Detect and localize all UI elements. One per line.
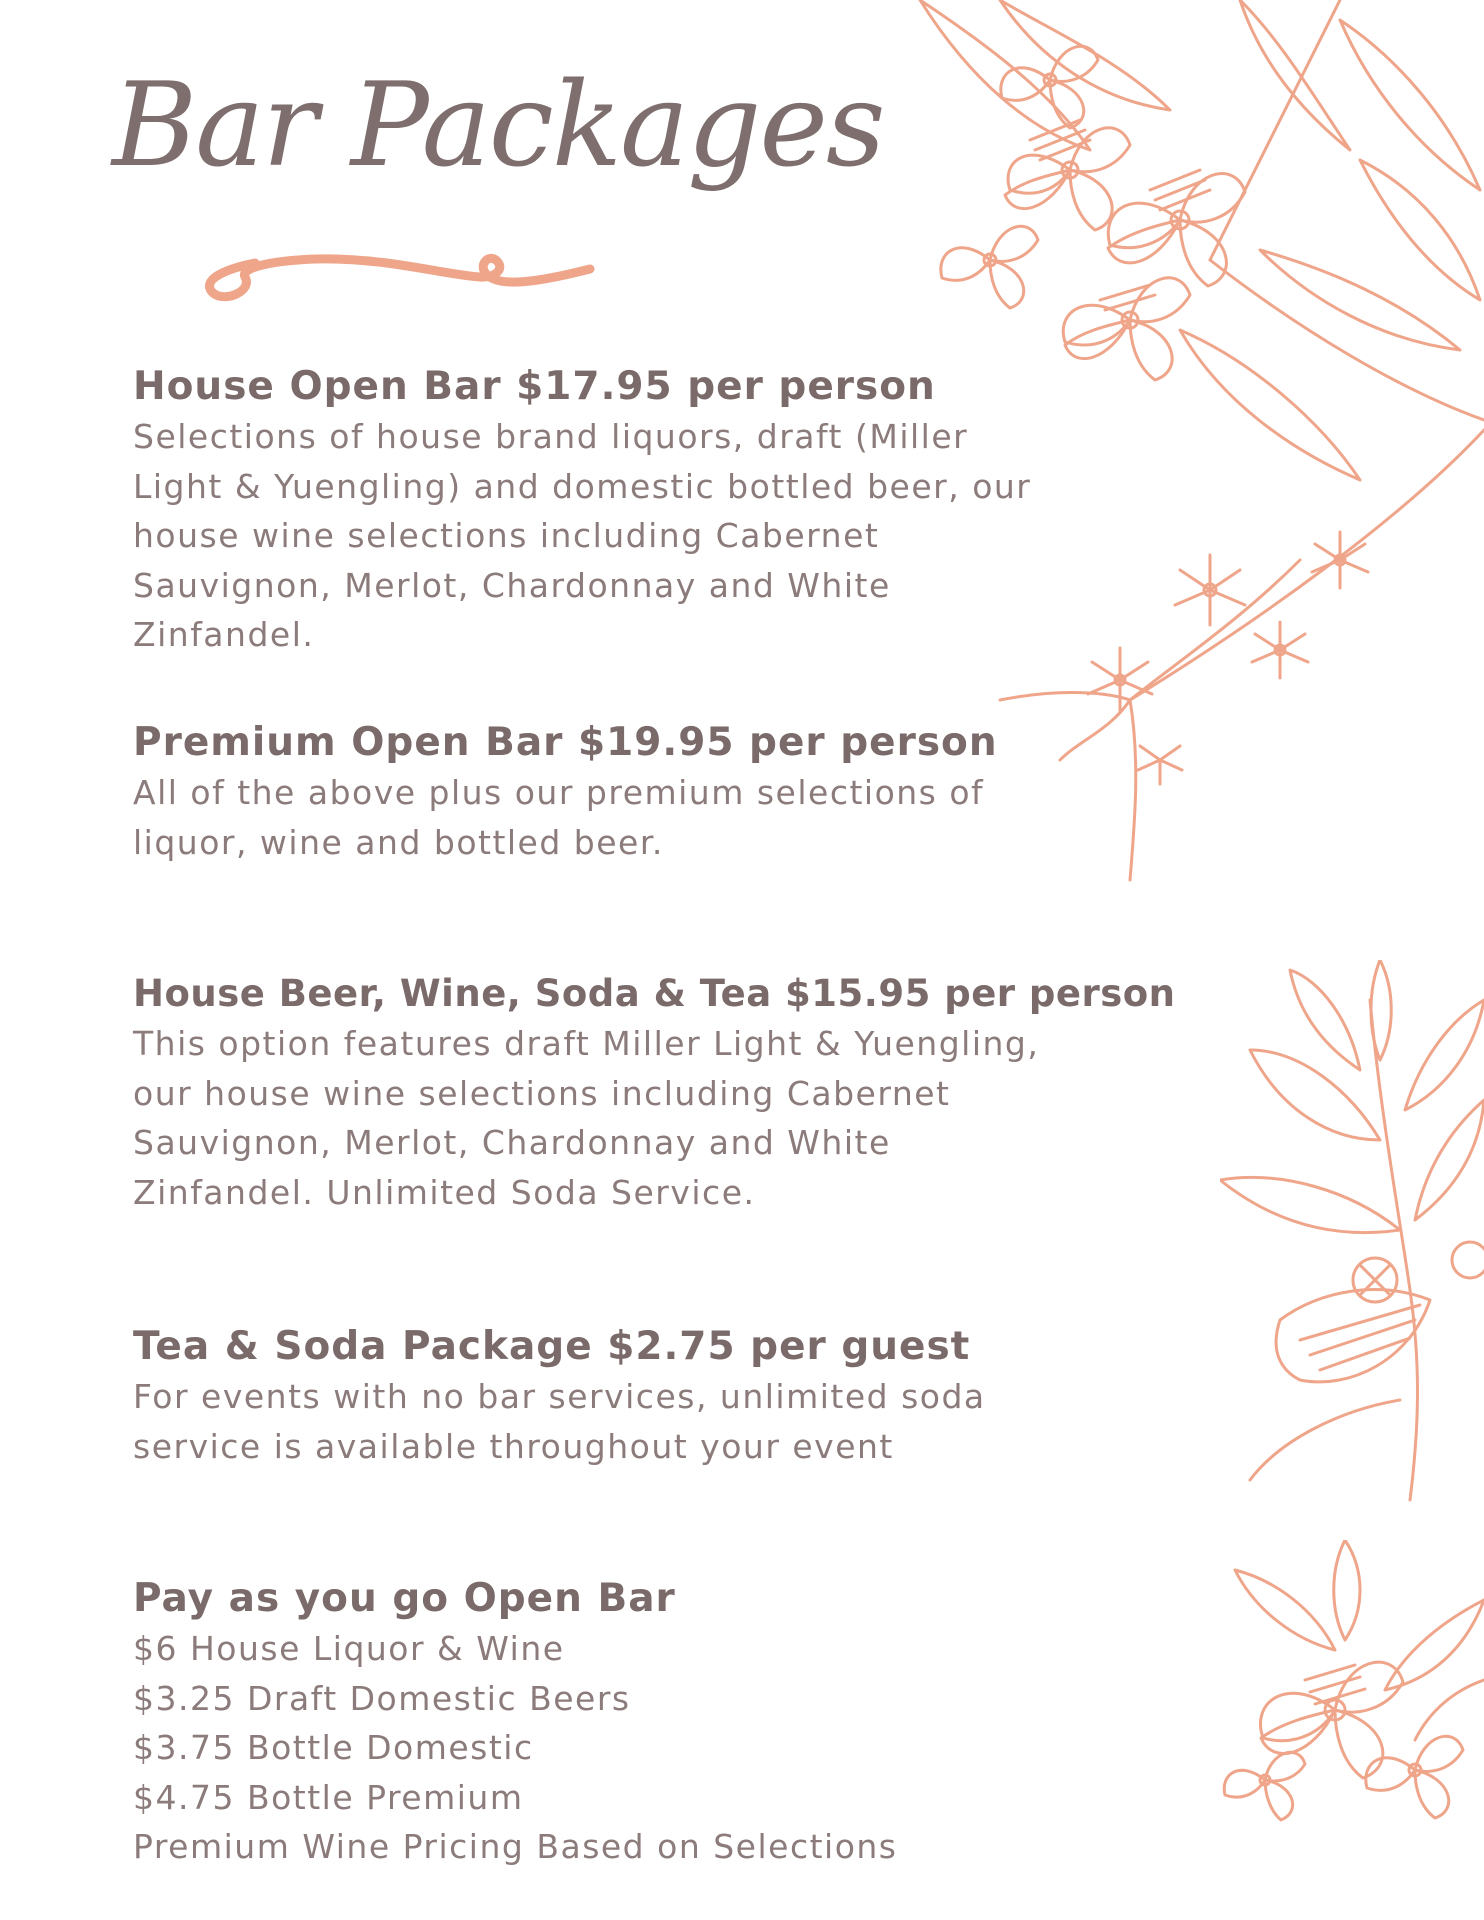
package-heading: House Open Bar $17.95 per person xyxy=(133,364,936,409)
leaf-branch-illustration-middle-right xyxy=(1220,960,1484,1520)
swash-divider xyxy=(195,225,615,305)
package-heading: House Beer, Wine, Soda & Tea $15.95 per person xyxy=(133,972,1176,1015)
package-description: For events with no bar services, unlimited soda service is available throughout your event xyxy=(133,1377,986,1466)
price-list-item: $6 House Liquor & Wine xyxy=(133,1629,565,1668)
price-list-item: $3.25 Draft Domestic Beers xyxy=(133,1678,631,1718)
package-description: This option features draft Miller Light & Yuengling, our house wine selections including Cabernet Sauvignon, Merlot, Chardonnay and White Zinfandel. Unlimited Soda Service. xyxy=(133,1024,1040,1212)
flower-cluster-illustration-bottom-right xyxy=(1215,1540,1484,1840)
price-list-item: $3.75 Bottle Domestic xyxy=(133,1728,534,1767)
package-heading: Premium Open Bar $19.95 per person xyxy=(133,720,998,765)
price-list-item: Premium Wine Pricing Based on Selections xyxy=(133,1827,898,1866)
package-heading: Tea & Soda Package $2.75 per guest xyxy=(133,1324,971,1369)
package-house-open-bar xyxy=(133,362,1133,660)
pay-as-you-go-heading: Pay as you go Open Bar xyxy=(133,1576,676,1621)
package-tea-soda xyxy=(133,1322,1133,1471)
pay-as-you-go-section xyxy=(133,1574,1133,1872)
price-list-item: $4.75 Bottle Premium xyxy=(133,1777,524,1817)
page-title: Bar Packages xyxy=(112,58,884,193)
package-premium-open-bar xyxy=(133,718,1133,867)
package-description: Selections of house brand liquors, draft (Miller Light & Yuengling) and domestic bottled beer, our house wine selections including Cabernet Sauvignon, Merlot, Chardonnay and White Zinfandel. xyxy=(133,417,1032,654)
package-description: All of the above plus our premium selections of liquor, wine and bottled beer. xyxy=(133,773,985,862)
package-house-beer-wine-soda-tea xyxy=(133,969,1176,1217)
